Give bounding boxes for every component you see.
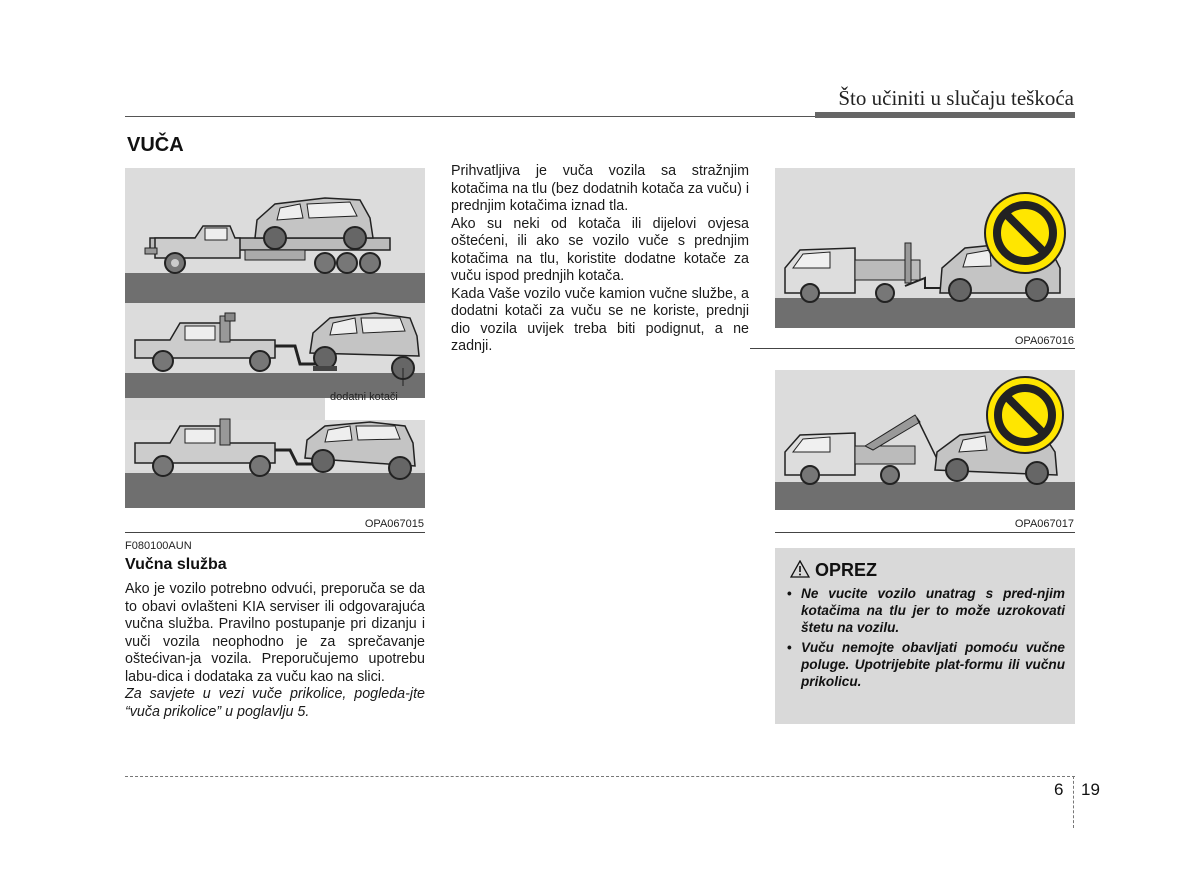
figure-code-left: OPA067015 [364,518,424,530]
figure-code-right-bottom: OPA067017 [1014,518,1074,530]
caution-item: • Ne vucite vozilo unatrag s pred-njim kotačima na tlu jer to može uzrokovati štetu na vozilu. [787,585,1065,636]
towing-service-text [125,581,425,721]
footer-rule [125,776,1075,777]
section-title: VUČA [127,134,184,156]
figure-rule-right-top [750,348,1075,349]
towing-methods-figure [125,168,425,508]
header-bar [815,112,1075,118]
chapter-number: 6 [1054,780,1064,799]
towing-service-paragraph: Ako je vozilo potrebno odvući, preporuča se da to obavi ovlašteni KIA serviser ili odgovarajuća vučna služba. Pravilno postupanje pri dizanju i vuči vozila neophodno je za sprečavanje oštećivan-ja vozila. Preporučujemo upotrebu labu-dica i dodataka za vuču kao na slici. [125,581,425,685]
caution-list [787,585,1065,693]
caution-title: OPREZ [815,560,878,580]
header-rule [125,116,815,117]
towing-service-note: Za savjete u vezi vuče prikolice, pogleda-jte “vuča prikolice” u poglavlju 5. [125,686,425,720]
figure-code-right-top: OPA067016 [1014,335,1074,347]
prohibited-towing-figure-1 [775,168,1075,328]
middle-paragraph-1: Prihvatljiva je vuča vozila sa stražnjim kotačima na tlu (bez dodatnih kotača za vuču) i prednjim kotačima iznad tla. [451,163,750,214]
warning-triangle-icon [790,560,810,583]
caution-box [775,548,1075,724]
prohibited-towing-figure-2 [775,370,1075,510]
dolly-callout-label: dodatni kotači [330,391,398,403]
middle-paragraph-2: Ako su neki od kotača ili dijelovi ovjesa oštećeni, ili ako se vozilo vuče s prednjim kotačima na tlu, koristite dodatne kotače za vuču ispod prednjih kotača. [451,215,749,284]
footer-divider [1073,776,1074,828]
chapter-title: Što učiniti u slučaju teškoća [838,86,1074,110]
figure-rule-left [125,532,425,533]
caution-item: • Vuču nemojte obavljati pomoću vučne poluge. Upotrijebite plat-formu ili vučnu prikolicu. [787,639,1065,690]
middle-column-text [451,163,749,356]
figure-rule-right-bottom [775,532,1075,533]
reference-code: F080100AUN [125,540,192,552]
middle-paragraph-3: Kada Vaše vozilo vuče kamion vučne službe, a dodatni kotači za vuču se ne koriste, prednji dio vozila uvijek treba biti podignut, a ne zadnji. [451,285,749,354]
page-number: 19 [1081,780,1100,799]
towing-service-heading: Vučna služba [125,556,227,573]
